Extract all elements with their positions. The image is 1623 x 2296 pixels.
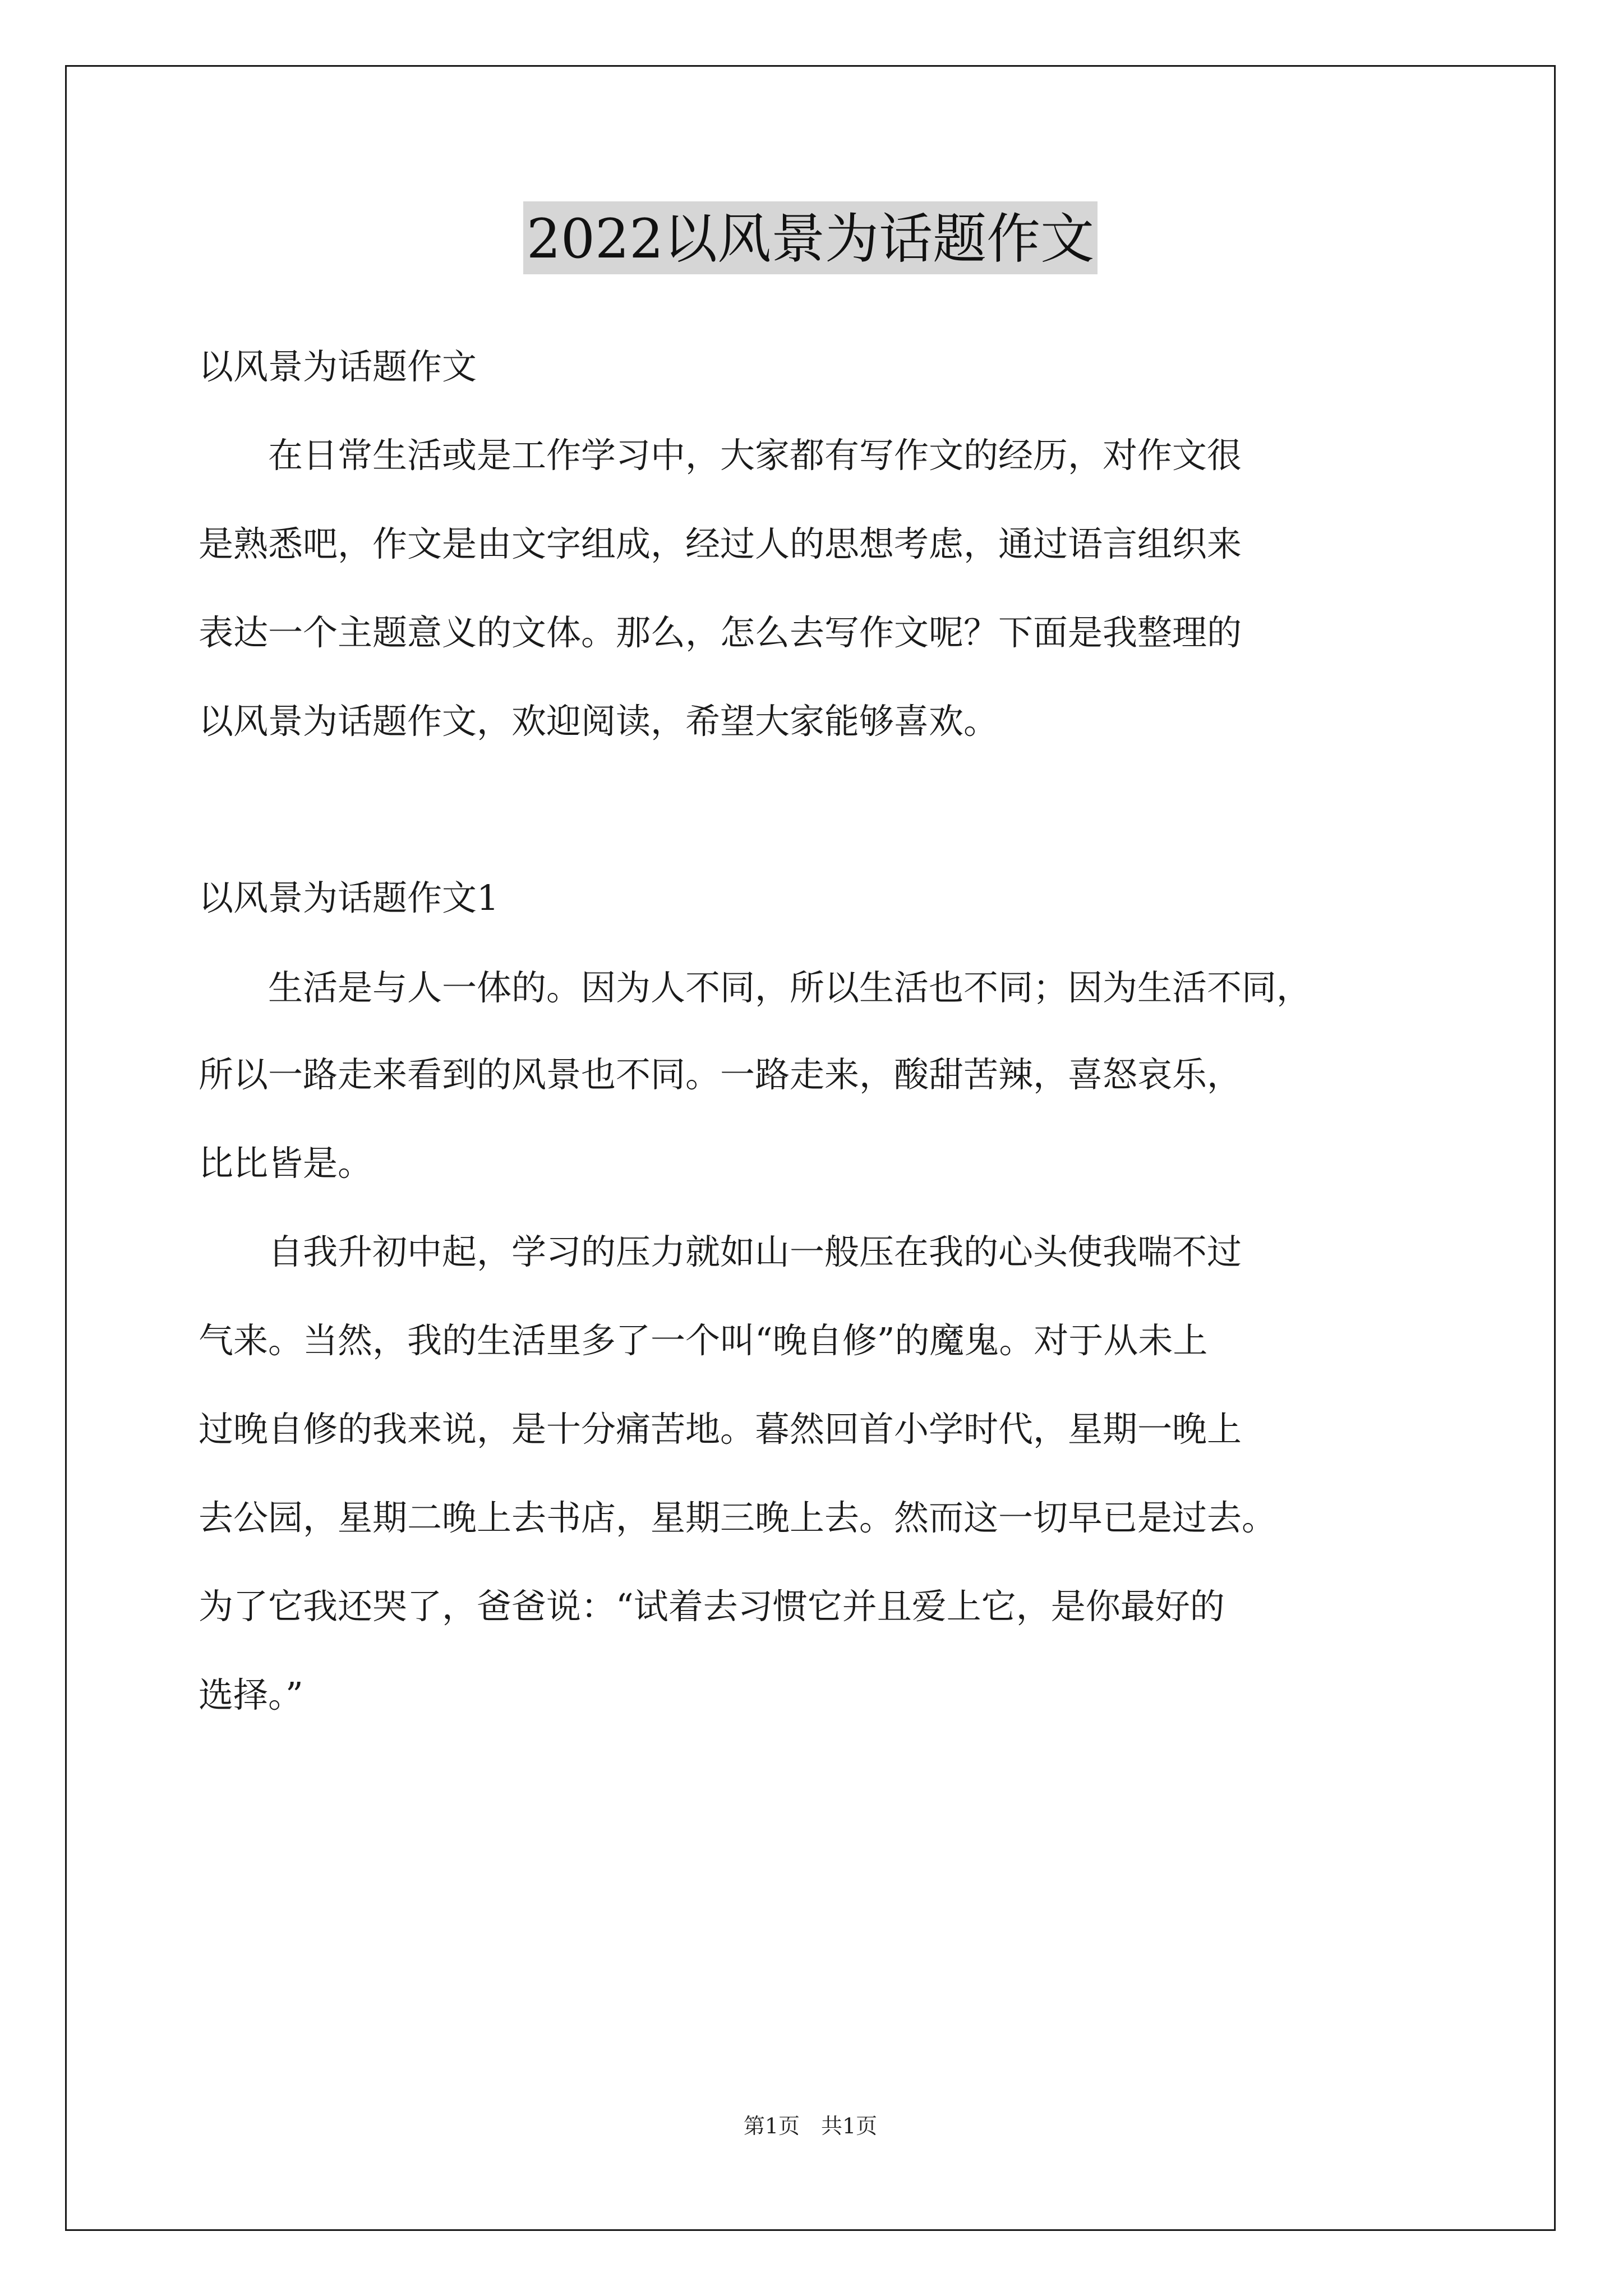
essay-1-paragraph-line: 气来。当然，我的生活里多了一个叫“晚自修”的魔鬼。对于从未上	[199, 1320, 1208, 1361]
essay-1-paragraph-line: 去公园，星期二晚上去书店，星期三晚上去。然而这一切早已是过去。	[199, 1497, 1277, 1538]
title-container	[67, 201, 1554, 280]
intro-paragraph-line: 以风景为话题作文，欢迎阅读，希望大家能够喜欢。	[199, 701, 999, 742]
document-page	[65, 65, 1556, 2231]
page-footer: 第1页 共1页	[743, 2114, 878, 2138]
essay-1-paragraph-line: 生活是与人一体的。因为人不同，所以生活也不同；因为生活不同，	[199, 967, 1312, 1008]
essay-1-paragraph-line: 过晚自修的我来说，是十分痛苦地。暮然回首小学时代，星期一晚上	[199, 1409, 1242, 1450]
intro-paragraph-line: 是熟悉吧，作文是由文字组成，经过人的思想考虑，通过语言组织来	[199, 523, 1242, 564]
essay-1-paragraph-line: 选择。”	[199, 1674, 303, 1715]
essay-1-paragraph-line: 自我升初中起，学习的压力就如山一般压在我的心头使我喘不过	[199, 1231, 1242, 1272]
essay-1-paragraph-line: 比比皆是。	[199, 1143, 373, 1184]
intro-paragraph-line: 在日常生活或是工作学习中，大家都有写作文的经历，对作文很	[199, 435, 1242, 476]
essay-1-paragraph-line: 为了它我还哭了，爸爸说：“试着去习惯它并且爱上它，是你最好的	[199, 1586, 1225, 1627]
essay-1-paragraph-line: 所以一路走来看到的风景也不同。一路走来，酸甜苦辣，喜怒哀乐，	[199, 1054, 1242, 1095]
document-title: 2022以风景为话题作文	[523, 201, 1098, 274]
intro-paragraph-line: 表达一个主题意义的文体。那么，怎么去写作文呢？下面是我整理的	[199, 612, 1242, 653]
intro-heading: 以风景为话题作文	[199, 346, 477, 387]
essay-1-heading: 以风景为话题作文1	[199, 877, 499, 918]
